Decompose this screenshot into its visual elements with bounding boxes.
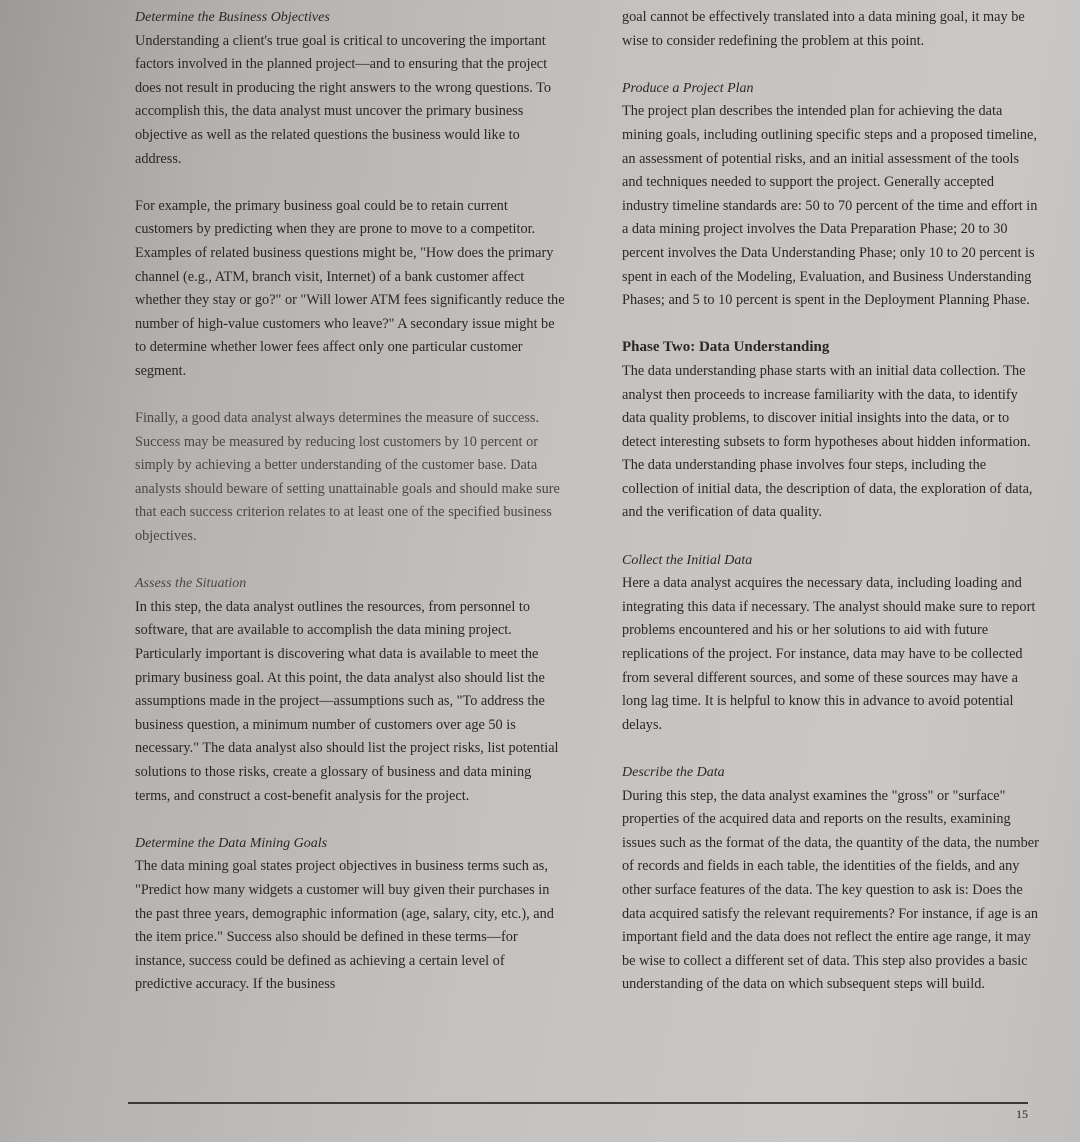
right-column	[622, 6, 1040, 1021]
section-heading-project-plan: Produce a Project Plan	[622, 80, 754, 96]
paragraph: In this step, the data analyst outlines the resources, from personnel to software, that are available to accomplish the data mining project. Particularly important is discovering what data is available to meet the primary business goal. At this point, the data analyst also should list the assumptions made in the project—assumptions such as, "To address the business question, a minimum number of customers over age 50 is necessary." The data analyst also should list the project risks, list potential solutions to those risks, create a glossary of business and data mining terms, and construct a cost-benefit analysis for the project.	[135, 598, 559, 804]
paragraph: Here a data analyst acquires the necessary data, including loading and integrating this data if necessary. The analyst should make sure to report problems encountered and his or her solutions to aid with future replications of the project. For instance, data may have to be collected from several different sources, and some of these sources may have a long lag time. It is helpful to know this in advance to avoid potential delays.	[622, 575, 1036, 733]
paragraph: Finally, a good data analyst always determines the measure of success. Success may be measured by reducing lost customers by 10 percent or simply by achieving a better understanding of the customer base. Data analysts should beware of setting unattainable goals and should make sure that each success criterion relates to at least one of the specified business objectives.	[135, 410, 560, 545]
paragraph: During this step, the data analyst examines the "gross" or "surface" properties of the acquired data and reports on the results, examining issues such as the format of the data, the quantity of the data, the number of records and fields in each table, the identities of the fields, and any other surface features of the data. The key question to ask is: Does the data acquired satisfy the relevant requirements? For instance, if age is an important field and the data does not reflect the entire age range, it may be wise to collect a different set of data. This step also provides a basic understanding of the data on which subsequent steps will build.	[622, 787, 1039, 993]
page-number: 15	[1016, 1107, 1028, 1121]
paragraph: The data understanding phase starts with an initial data collection. The analyst then proceeds to increase familiarity with the data, to identify data quality problems, to discover initial insights into the data, or to detect interesting subsets to form hypotheses about hidden information. The data understanding phase involves four steps, including the collection of initial data, the description of data, the exploration of data, and the verification of data quality.	[622, 362, 1033, 521]
section-heading-data-mining-goals: Determine the Data Mining Goals	[135, 835, 328, 851]
paragraph: The project plan describes the intended plan for achieving the data mining goals, including outlining specific steps and a proposed timeline, an assessment of potential risks, and an initial assessment of the tools and techniques needed to support the project. Generally accepted industry timeline standards are: 50 to 70 percent of the time and effort in a data mining project involves the Data Preparation Phase; 20 to 30 percent involves the Data Understanding Phase; only 10 to 20 percent is spent in each of the Modeling, Evaluation, and Business Understanding Phases; and 5 to 10 percent is spent in the Deployment Planning Phase.	[622, 103, 1038, 309]
left-column	[135, 6, 565, 1021]
paragraph: For example, the primary business goal could be to retain current customers by predicting when they are prone to move to a competitor. Examples of related business questions might be, "How does the primary channel (e.g., ATM, branch visit, Internet) of a bank customer affect whether they stay or go?" or "Will lower ATM fees significantly reduce the number of high-value customers who leave?" A secondary issue might be to determine whether lower fees affect only one particular customer segment.	[135, 197, 565, 379]
section-heading-collect-data: Collect the Initial Data	[622, 552, 753, 568]
paragraph: Understanding a client's true goal is critical to uncovering the important factors involved in the planned project—and to ensuring that the project does not result in producing the right answers to the wrong questions. To accomplish this, the data analyst must uncover the primary business objective as well as the related questions the business would like to address.	[135, 32, 552, 167]
paragraph: goal cannot be effectively translated into a data mining goal, it may be wise to consider redefining the problem at this point.	[622, 9, 1025, 49]
phase-heading-data-understanding: Phase Two: Data Understanding	[622, 339, 830, 356]
section-heading-describe-data: Describe the Data	[622, 765, 725, 780]
footer-rule	[128, 1102, 1028, 1104]
paragraph: The data mining goal states project objectives in business terms such as, "Predict how many widgets a customer will buy given their purchases in the past three years, demographic information (age, salary, city, etc.), and the item price." Success also should be defined in these terms—for instance, success could be defined as achieving a certain level of predictive accuracy. If the business	[135, 858, 554, 993]
section-heading-assess-situation: Assess the Situation	[135, 576, 247, 592]
section-heading-business-objectives: Determine the Business Objectives	[135, 10, 330, 25]
